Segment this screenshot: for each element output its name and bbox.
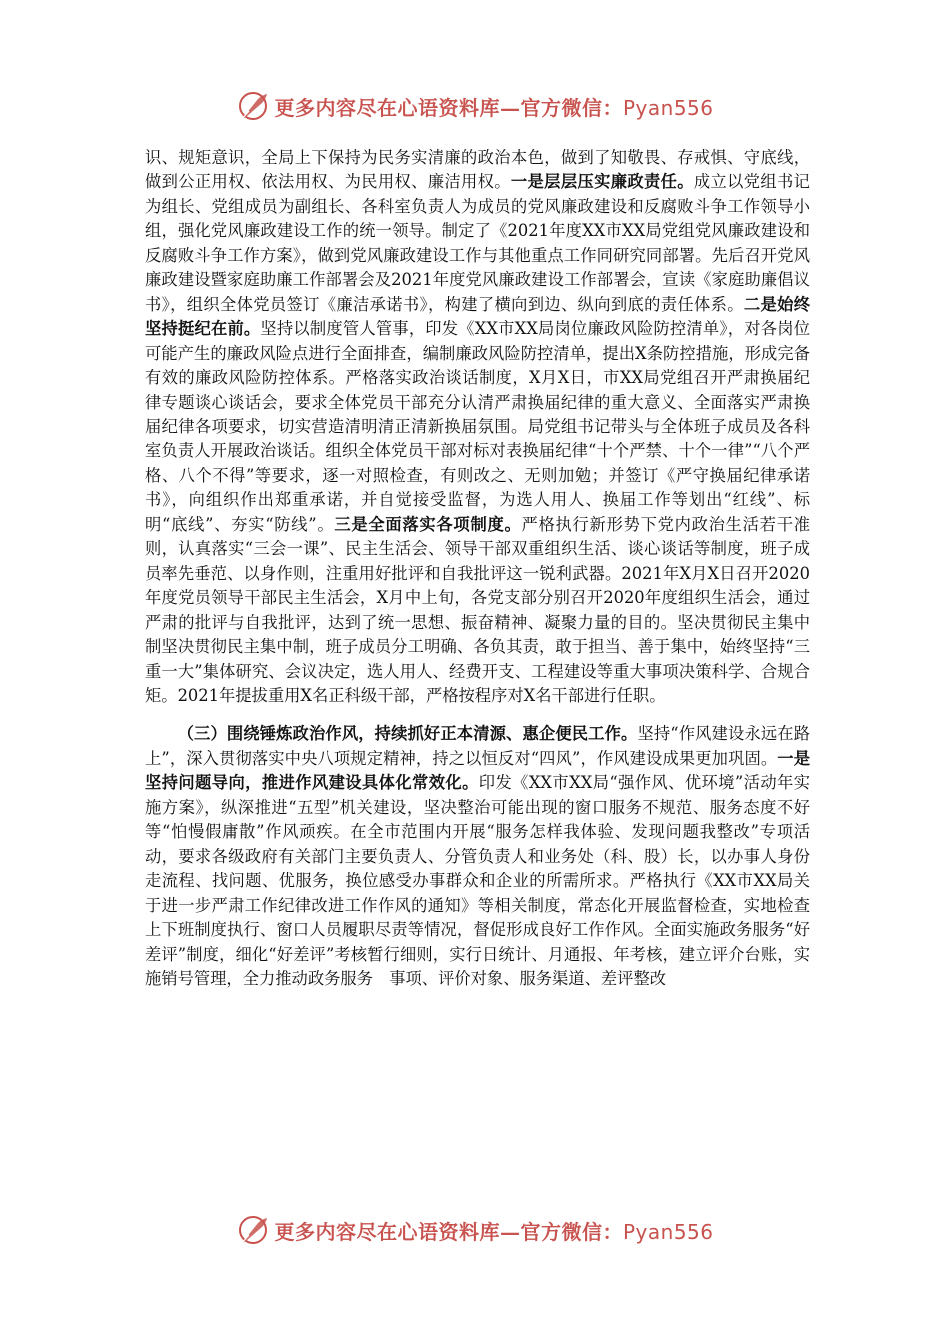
footer-watermark xyxy=(0,1208,950,1252)
watermark-text: 更多内容尽在心语资料库—官方微信：Pyan556 xyxy=(274,1219,714,1244)
bold-heading-text: 一是坚持问题导向，推进作风建设具体化常效化。 xyxy=(145,748,810,793)
bold-heading-text: （三）围绕锤炼政治作风，持续抓好正本清源、惠企便民工作。 xyxy=(177,724,638,744)
body-text: 成立以党组书记为组长、党组成员为副组长、各科室负责人为成员的党风廉政建设和反腐败斗争工作领导小组，强化党风廉政建设工作的统一领导。制定了《2021年度XX市XX局党组党风廉政建设和反腐败斗争工作方案》，做到党风廉政建设工作与其他重点工作同研究同部署。先后召开党风廉政建设暨家庭助廉工作部署会及2021年度党风廉政建设工作部署会，宣读《家庭助廉倡议书》，组织全体党员签订《廉洁承诺书》，构建了横向到边、纵向到底的责任体系。 xyxy=(145,172,810,314)
paragraph xyxy=(145,146,810,708)
bold-heading-text: 二是始终坚持挺纪在前。 xyxy=(145,294,810,339)
body-text: 识、规矩意识，全局上下保持为民务实清廉的政治本色，做到了知敬畏、存戒惧、守底线，做到公正用权、依法用权、为民用权、廉洁用权。 xyxy=(145,148,810,192)
header-watermark xyxy=(0,84,950,128)
paragraph xyxy=(145,722,810,991)
bold-heading-text: 三是全面落实各项制度。 xyxy=(334,514,522,534)
bold-heading-text: 一是层层压实廉政责任。 xyxy=(510,172,694,192)
body-text: 坚持以制度管人管事，印发《XX市XX局岗位廉政风险防控清单》，对各岗位可能产生的廉政风险点进行全面排查，编制廉政风险防控清单，提出X条防控措施，形成完备有效的廉政风险防控体系。严格落实政治谈话制度，X月X日，市XX局党组召开严肃换届纪律专题谈心谈话会，要求全体党员干部充分认清严肃换届纪律的重大意义、全面落实严肃换届纪律各项要求，切实营造清明清正清新换届氛围。局党组书记带头与全体班子成员及各科室负责人开展政治谈话。组织全体党员干部对标对表换届纪律“十个严禁、十个一律”“八个严格、八个不得”等要求，逐一对照检查，有则改之、无则加勉；并签订《严守换届纪律承诺书》，向组织作出郑重承诺，并自觉接受监督，为选人用人、换届工作等划出“红线”、标明“底线”、夯实“防线”。 xyxy=(145,319,810,534)
quill-pen-icon xyxy=(236,89,270,123)
body-text: 严格执行新形势下党内政治生活若干准则，认真落实“三会一课”、民主生活会、领导干部双重组织生活、谈心谈话等制度，班子成员率先垂范、以身作则，注重用好批评和自我批评这一锐利武器。2021年X月X日召开2020年度党员领导干部民主生活会，X月中上旬，各党支部分别召开2020年度组织生活会，通过严肃的批评与自我批评，达到了统一思想、振奋精神、凝聚力量的目的。坚决贯彻民主集中制坚决贯彻民主集中制，班子成员分工明确、各负其责，敢于担当、善于集中，始终坚持“三重一大”集体研究、会议决定，选人用人、经费开支、工程建设等重大事项决策科学、合规合矩。2021年提拔重用X名正科级干部，严格按程序对X名干部进行任职。 xyxy=(145,514,810,705)
body-text: 坚持“作风建设永远在路上”，深入贯彻落实中央八项规定精神，持之以恒反对“四风”，作风建设成果更加巩固。 xyxy=(145,724,810,768)
quill-pen-icon xyxy=(236,1213,270,1247)
watermark-text: 更多内容尽在心语资料库—官方微信：Pyan556 xyxy=(274,95,714,120)
body-text: 印发《XX市XX局“强作风、优环境”活动年实施方案》，纵深推进“五型”机关建设，坚决整治可能出现的窗口服务不规范、服务态度不好等“怕慢假庸散”作风顽疾。在全市范围内开展“服务怎样我体验、发现问题我整改”专项活动，要求各级政府有关部门主要负责人、分管负责人和业务处（科、股）长，以办事人身份走流程、找问题、优服务，换位感受办事群众和企业的所需所求。严格执行《XX市XX局关于进一步严肃工作纪律改进工作作风的通知》等相关制度，常态化开展监督检查，实地检查上下班制度执行、窗口人员履职尽责等情况，督促形成良好工作作风。全面实施政务服务“好差评”制度，细化“好差评”考核暂行细则，实行日统计、月通报、年考核，建立评介台账，实施销号管理，全力推动政务服务 事项、评价对象、服务渠道、差评整改 xyxy=(145,773,810,988)
document-body xyxy=(145,146,810,991)
